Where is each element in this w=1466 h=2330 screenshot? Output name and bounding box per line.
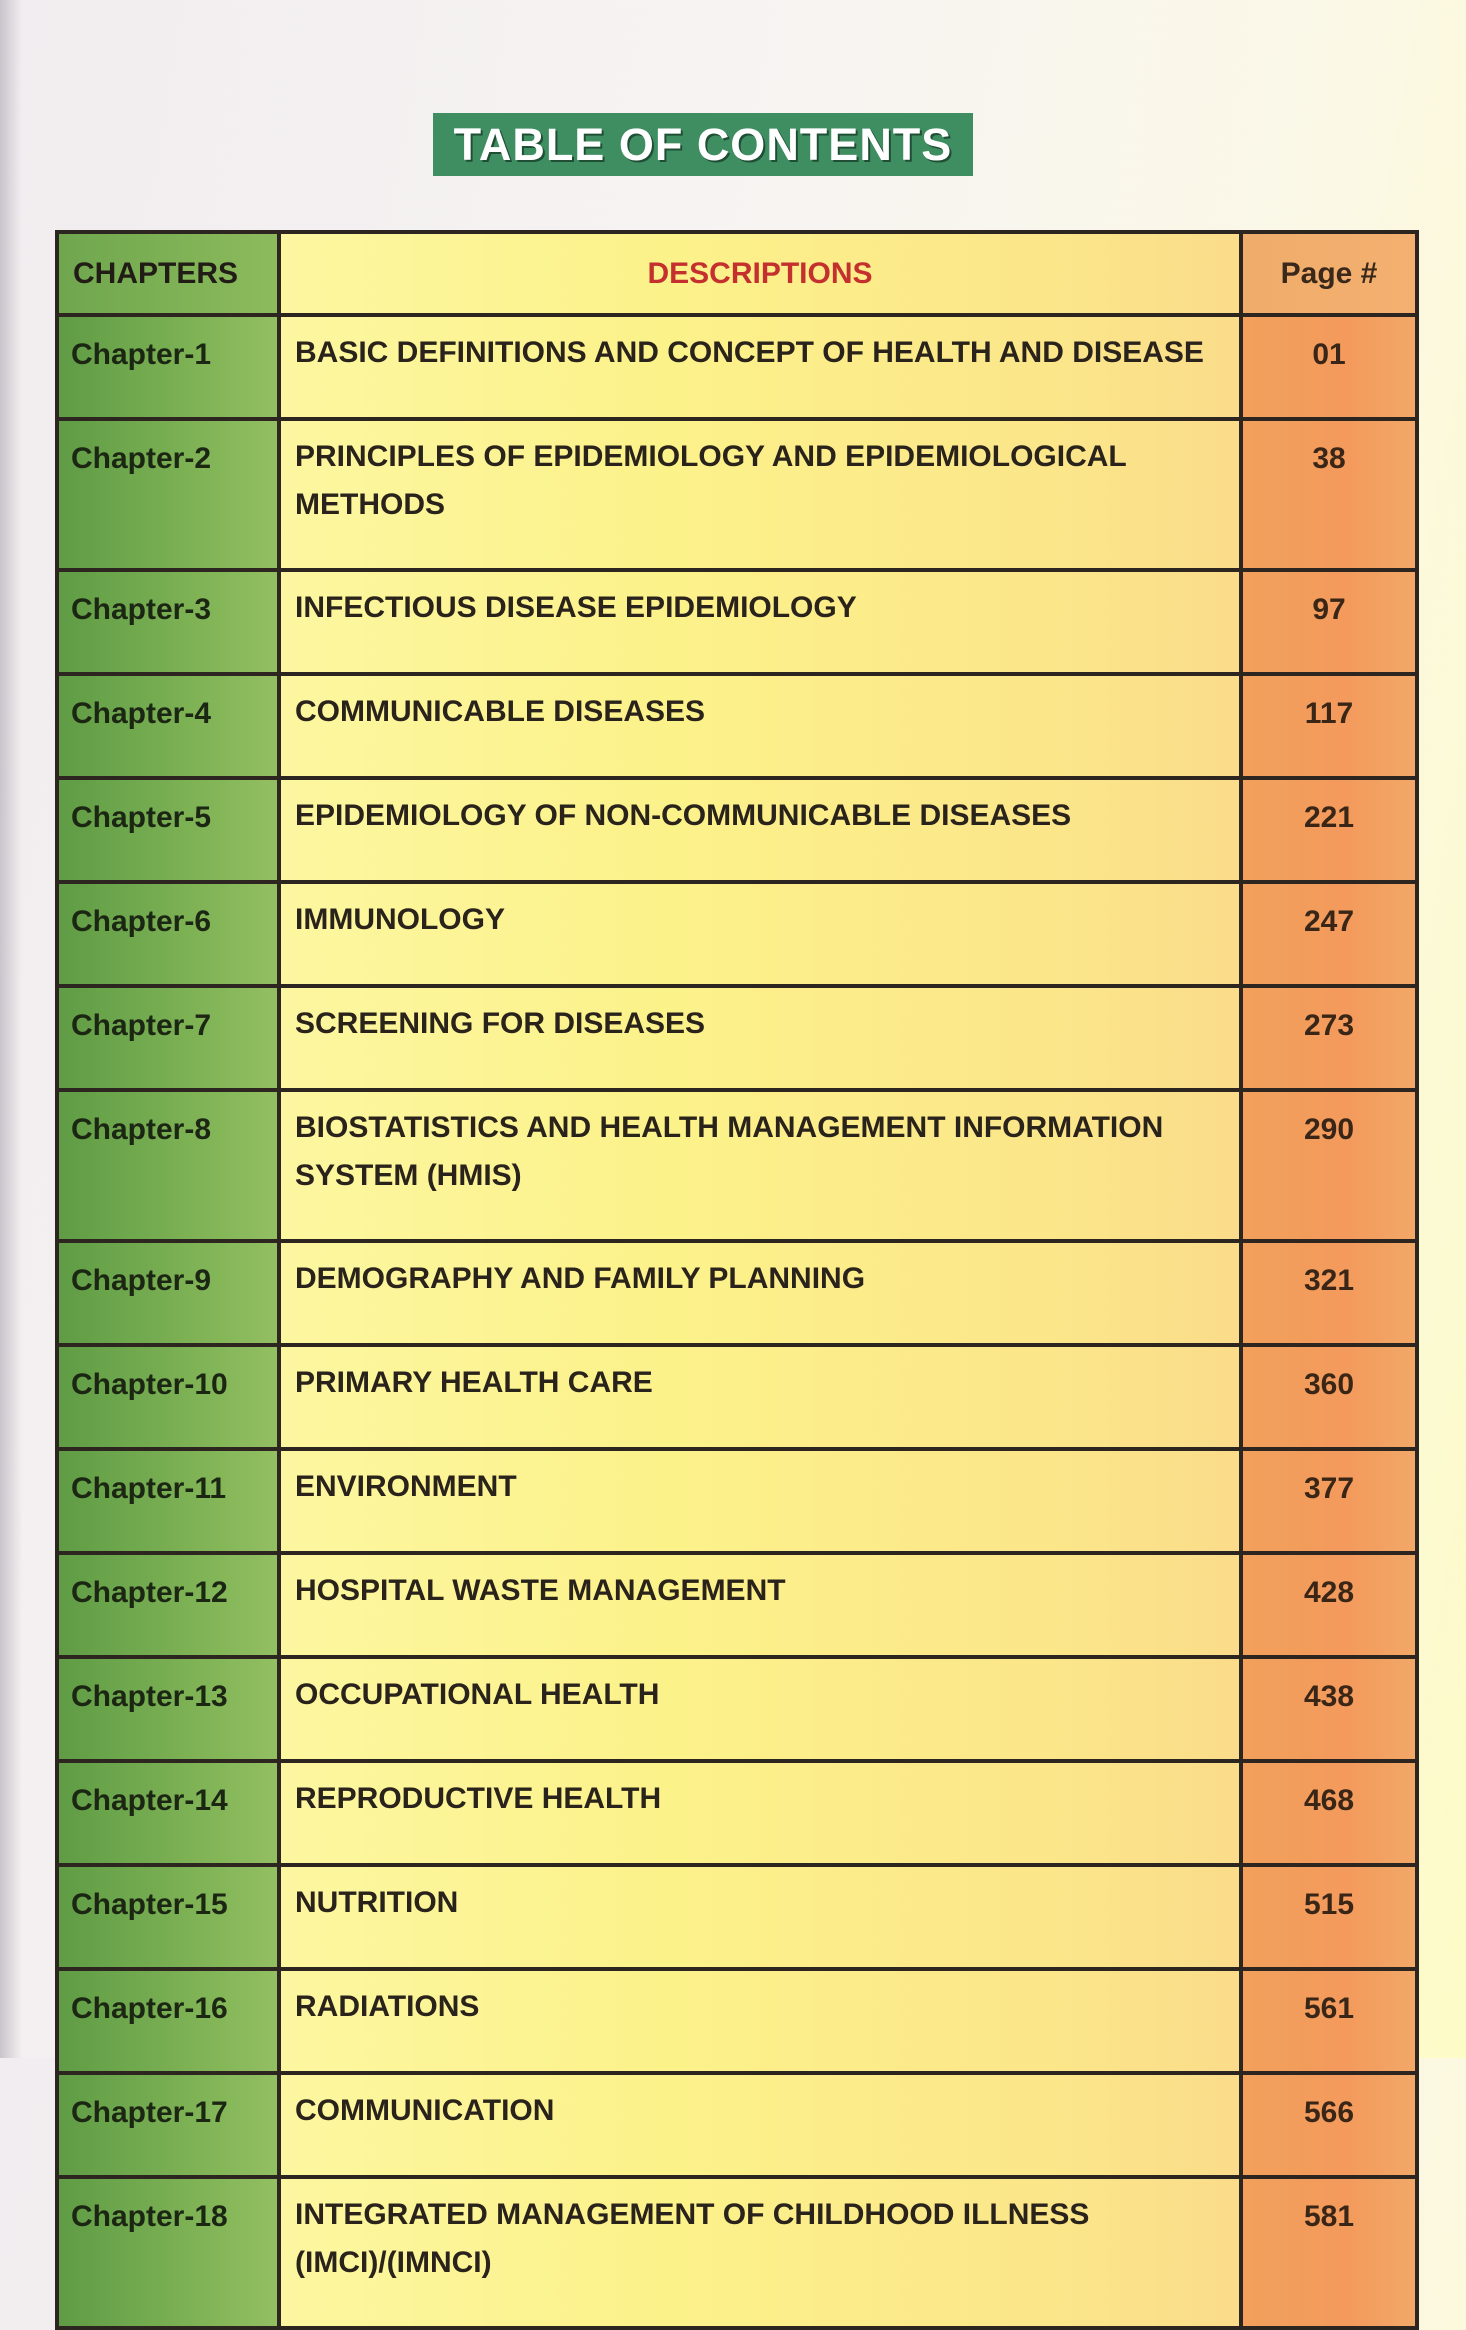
- description-cell: EPIDEMIOLOGY OF NON-COMMUNICABLE DISEASES: [279, 778, 1241, 882]
- page-number-cell: 428: [1241, 1553, 1417, 1657]
- page-number-cell: 247: [1241, 882, 1417, 986]
- description-cell: COMMUNICATION: [279, 2073, 1241, 2177]
- page-number-cell: 468: [1241, 1761, 1417, 1865]
- chapter-cell: Chapter-8: [57, 1090, 279, 1241]
- table-row: [57, 1345, 1417, 1449]
- description-cell: IMMUNOLOGY: [279, 882, 1241, 986]
- chapter-cell: Chapter-16: [57, 1969, 279, 2073]
- chapter-cell: Chapter-6: [57, 882, 279, 986]
- description-cell: SCREENING FOR DISEASES: [279, 986, 1241, 1090]
- table-row: [57, 1865, 1417, 1969]
- page-number-cell: 97: [1241, 570, 1417, 674]
- chapter-cell: Chapter-13: [57, 1657, 279, 1761]
- table-row: [57, 882, 1417, 986]
- page-number-cell: 515: [1241, 1865, 1417, 1969]
- descriptions-header: DESCRIPTIONS: [279, 232, 1241, 315]
- chapter-cell: Chapter-12: [57, 1553, 279, 1657]
- page-number-cell: 566: [1241, 2073, 1417, 2177]
- page-number-cell: 01: [1241, 315, 1417, 419]
- page-gutter-shadow: [0, 0, 22, 2058]
- description-cell: PRIMARY HEALTH CARE: [279, 1345, 1241, 1449]
- chapter-cell: Chapter-7: [57, 986, 279, 1090]
- description-cell: BIOSTATISTICS AND HEALTH MANAGEMENT INFORMATION SYSTEM (HMIS): [279, 1090, 1241, 1241]
- description-cell: ENVIRONMENT: [279, 1449, 1241, 1553]
- contents-body: [57, 315, 1417, 2328]
- contents-table: [55, 230, 1419, 2330]
- table-row: [57, 674, 1417, 778]
- table-row: [57, 1449, 1417, 1553]
- page-number-cell: 561: [1241, 1969, 1417, 2073]
- chapter-cell: Chapter-15: [57, 1865, 279, 1969]
- description-cell: INTEGRATED MANAGEMENT OF CHILDHOOD ILLNESS (IMCI)/(IMNCI): [279, 2177, 1241, 2328]
- page-number-cell: 290: [1241, 1090, 1417, 1241]
- table-row: [57, 1761, 1417, 1865]
- table-row: [57, 1553, 1417, 1657]
- title-banner: [433, 113, 973, 176]
- table-row: [57, 2177, 1417, 2328]
- table-row: [57, 778, 1417, 882]
- description-cell: RADIATIONS: [279, 1969, 1241, 2073]
- description-cell: HOSPITAL WASTE MANAGEMENT: [279, 1553, 1241, 1657]
- page-number-cell: 360: [1241, 1345, 1417, 1449]
- chapter-cell: Chapter-11: [57, 1449, 279, 1553]
- description-cell: PRINCIPLES OF EPIDEMIOLOGY AND EPIDEMIOLOGICAL METHODS: [279, 419, 1241, 570]
- table-row: [57, 570, 1417, 674]
- page-number-cell: 117: [1241, 674, 1417, 778]
- page-number-cell: 273: [1241, 986, 1417, 1090]
- chapter-cell: Chapter-1: [57, 315, 279, 419]
- description-cell: NUTRITION: [279, 1865, 1241, 1969]
- chapter-cell: Chapter-17: [57, 2073, 279, 2177]
- chapter-cell: Chapter-4: [57, 674, 279, 778]
- description-cell: OCCUPATIONAL HEALTH: [279, 1657, 1241, 1761]
- table-row: [57, 2073, 1417, 2177]
- description-cell: BASIC DEFINITIONS AND CONCEPT OF HEALTH AND DISEASE: [279, 315, 1241, 419]
- description-cell: REPRODUCTIVE HEALTH: [279, 1761, 1241, 1865]
- description-cell: DEMOGRAPHY AND FAMILY PLANNING: [279, 1241, 1241, 1345]
- description-cell: INFECTIOUS DISEASE EPIDEMIOLOGY: [279, 570, 1241, 674]
- header-row: [57, 232, 1417, 315]
- page-title: TABLE OF CONTENTS: [453, 118, 953, 170]
- chapter-cell: Chapter-10: [57, 1345, 279, 1449]
- chapters-header: CHAPTERS: [57, 232, 279, 315]
- page-number-cell: 221: [1241, 778, 1417, 882]
- page-number-cell: 321: [1241, 1241, 1417, 1345]
- chapter-cell: Chapter-18: [57, 2177, 279, 2328]
- table-row: [57, 1090, 1417, 1241]
- chapter-cell: Chapter-3: [57, 570, 279, 674]
- table-row: [57, 1657, 1417, 1761]
- page-number-cell: 377: [1241, 1449, 1417, 1553]
- chapter-cell: Chapter-2: [57, 419, 279, 570]
- chapter-cell: Chapter-14: [57, 1761, 279, 1865]
- page-number-cell: 438: [1241, 1657, 1417, 1761]
- chapter-cell: Chapter-9: [57, 1241, 279, 1345]
- table-row: [57, 1241, 1417, 1345]
- table-row: [57, 1969, 1417, 2073]
- page-number-cell: 581: [1241, 2177, 1417, 2328]
- chapter-cell: Chapter-5: [57, 778, 279, 882]
- table-row: [57, 315, 1417, 419]
- description-cell: COMMUNICABLE DISEASES: [279, 674, 1241, 778]
- table-row: [57, 986, 1417, 1090]
- page-number-header: Page #: [1241, 232, 1417, 315]
- page-number-cell: 38: [1241, 419, 1417, 570]
- table-row: [57, 419, 1417, 570]
